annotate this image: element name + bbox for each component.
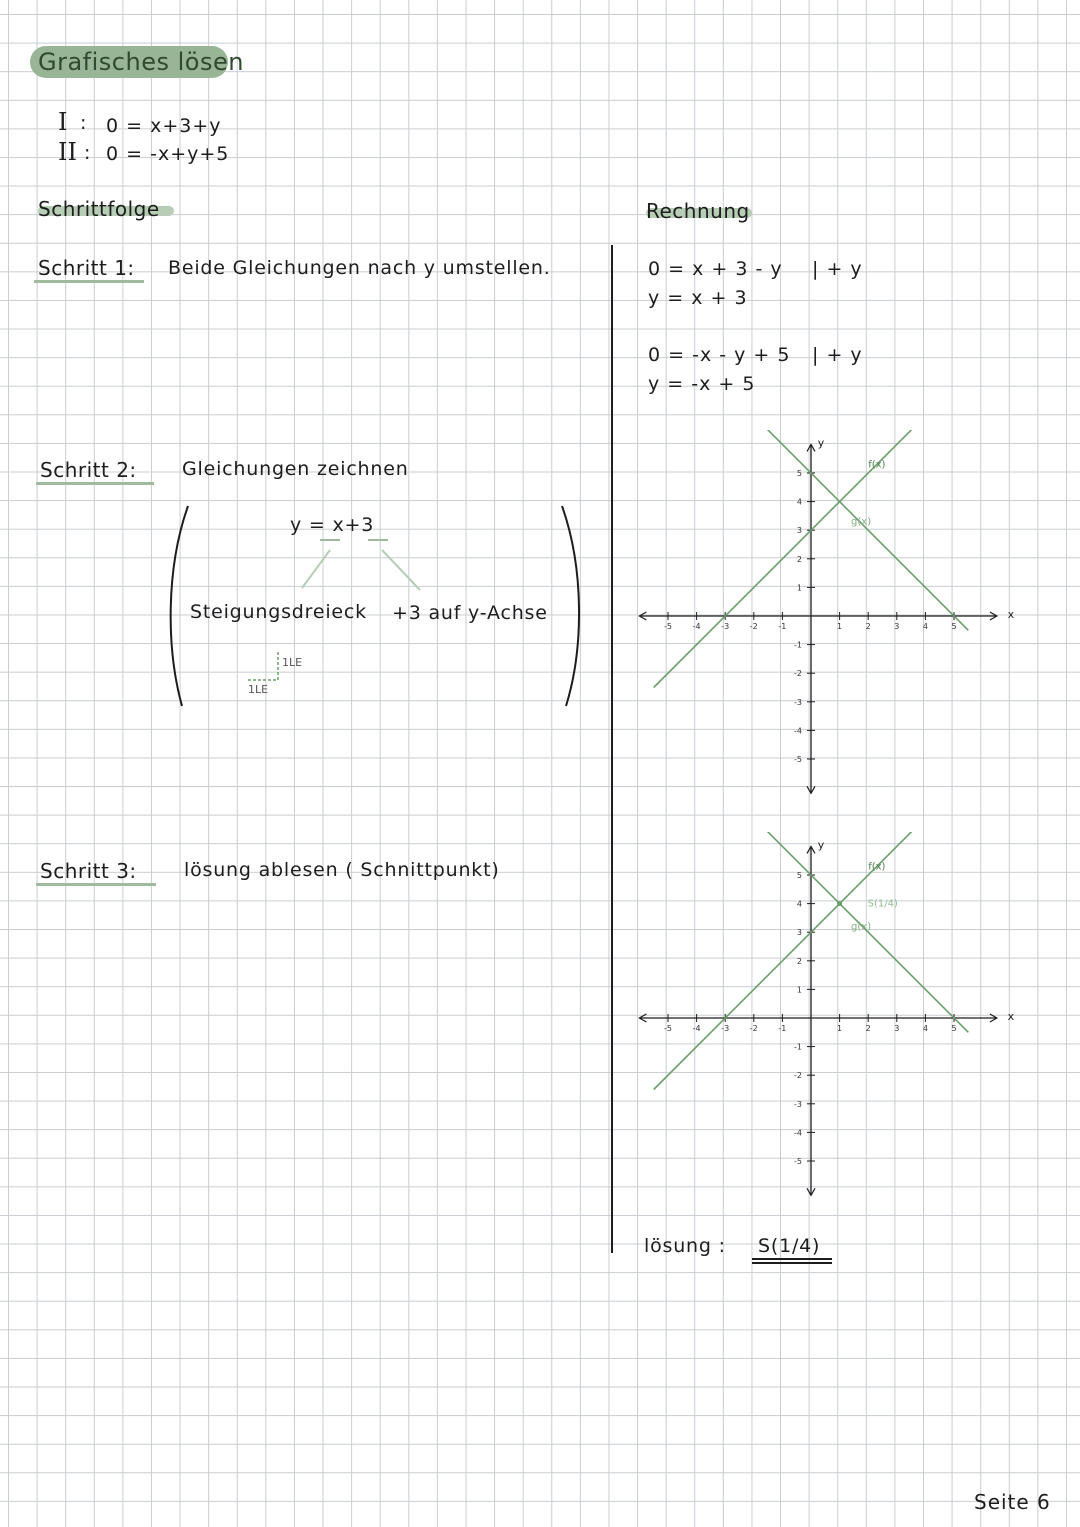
colon-2: : (84, 142, 92, 164)
x-tick-label: -2 (749, 1024, 758, 1033)
slope-triangle (248, 650, 278, 680)
x-tick-label: 3 (894, 1024, 900, 1033)
page-number: Seite 6 (974, 1490, 1051, 1514)
series-label-g: g(x) (851, 516, 872, 528)
calc-eq2-op: | + y (812, 344, 863, 366)
graph-step2 (636, 430, 1016, 802)
x-tick-label: -4 (692, 622, 701, 631)
series-label-f: f(x) (868, 861, 886, 873)
calc-eq1-op: | + y (812, 258, 863, 280)
x-tick-label: 2 (865, 1024, 871, 1033)
step1-label: Schritt 1: (38, 256, 135, 280)
step3-text: lösung ablesen ( Schnittpunkt) (184, 859, 500, 881)
step1-underline (34, 280, 144, 283)
step2-underline (36, 482, 154, 485)
equation-1: 0 = x+3+y (106, 115, 222, 137)
equation-numeral-2: II (58, 138, 77, 166)
y-tick-label: 4 (796, 899, 802, 909)
y-tick-label: -3 (794, 1099, 802, 1109)
calc-eq2-line1: 0 = -x - y + 5 (648, 344, 791, 366)
y-tick-label: 2 (796, 956, 802, 966)
step3-underline (36, 883, 156, 886)
y-tick-label: 1 (796, 583, 802, 593)
y-tick-label: -4 (794, 1128, 802, 1138)
y-tick-label: 5 (796, 469, 802, 478)
solution-label: lösung : (644, 1235, 726, 1257)
equation-2: 0 = -x+y+5 (106, 143, 230, 165)
calc-eq1-line1: 0 = x + 3 - y (648, 258, 783, 280)
y-tick-label: -3 (794, 697, 802, 707)
y-tick-label: 1 (796, 985, 802, 995)
solution-value: S(1/4) (758, 1235, 821, 1257)
step3-label: Schritt 3: (40, 859, 137, 883)
step1-text: Beide Gleichungen nach y umstellen. (168, 257, 551, 279)
y-tick-label: -2 (794, 1071, 802, 1081)
x-tick-label: 1 (837, 1024, 843, 1033)
solution-underline-1 (752, 1258, 832, 1260)
steps-heading: Schrittfolge (38, 197, 160, 221)
y-tick-label: -1 (794, 1042, 802, 1052)
x-tick-label: 2 (865, 622, 871, 631)
y-tick-label: -2 (794, 669, 802, 679)
x-tick-label: 3 (894, 622, 900, 631)
x-tick-label: 4 (922, 622, 928, 631)
x-tick-label: -4 (692, 1024, 701, 1033)
colon-1: : (80, 112, 88, 134)
y-tick-label: -5 (794, 1157, 802, 1166)
x-tick-label: -2 (749, 622, 758, 631)
step2-text: Gleichungen zeichnen (182, 458, 409, 480)
y-tick-label: 3 (796, 526, 802, 536)
left-paren (171, 506, 188, 706)
calc-eq1-line2: y = x + 3 (648, 287, 748, 309)
solution-underline-2 (752, 1262, 832, 1264)
x-tick-label: 5 (951, 622, 957, 631)
intercept-label: +3 auf y-Achse (392, 602, 548, 624)
arrow-to-intercept (382, 550, 420, 590)
y-tick-label: 2 (796, 554, 802, 564)
y-tick-label: 3 (796, 928, 802, 938)
x-tick-label: -1 (778, 1024, 787, 1033)
slope-triangle-label: Steigungsdreieck (190, 601, 367, 623)
y-tick-label: 4 (796, 497, 802, 507)
intersection-point (837, 901, 842, 906)
x-tick-label: -5 (664, 622, 672, 631)
unit-horizontal-label: 1LE (248, 683, 269, 696)
y-axis-label: y (817, 436, 825, 450)
x-tick-label: -1 (778, 622, 787, 631)
step2-example-equation: y = x+3 (290, 514, 375, 536)
x-tick-label: 5 (951, 1024, 957, 1033)
x-tick-label: -3 (721, 1024, 730, 1033)
y-tick-label: -4 (794, 726, 802, 736)
x-tick-label: 1 (837, 622, 843, 631)
unit-vertical-label: 1LE (282, 656, 303, 669)
calc-eq2-line2: y = -x + 5 (648, 373, 756, 395)
x-axis-label: x (1007, 608, 1015, 621)
x-tick-label: -5 (664, 1024, 672, 1033)
x-axis-label: x (1007, 1010, 1015, 1023)
x-tick-label: -3 (721, 622, 730, 631)
right-paren (562, 506, 579, 706)
y-tick-label: -1 (794, 640, 802, 650)
step2-label: Schritt 2: (40, 458, 137, 482)
calc-heading: Rechnung (646, 199, 750, 223)
graph-step3 (636, 832, 1016, 1204)
intersection-label: S(1/4) (867, 898, 898, 910)
series-label-g: g(x) (851, 921, 872, 933)
x-tick-label: 4 (922, 1024, 928, 1033)
y-tick-label: 5 (796, 871, 802, 880)
arrow-to-slope (302, 550, 330, 588)
y-tick-label: -5 (794, 755, 802, 764)
series-label-f: f(x) (868, 459, 886, 471)
equation-numeral-1: I (58, 108, 68, 136)
column-divider (611, 245, 613, 1253)
page-title: Grafisches lösen (38, 48, 244, 76)
y-axis-label: y (817, 838, 825, 852)
